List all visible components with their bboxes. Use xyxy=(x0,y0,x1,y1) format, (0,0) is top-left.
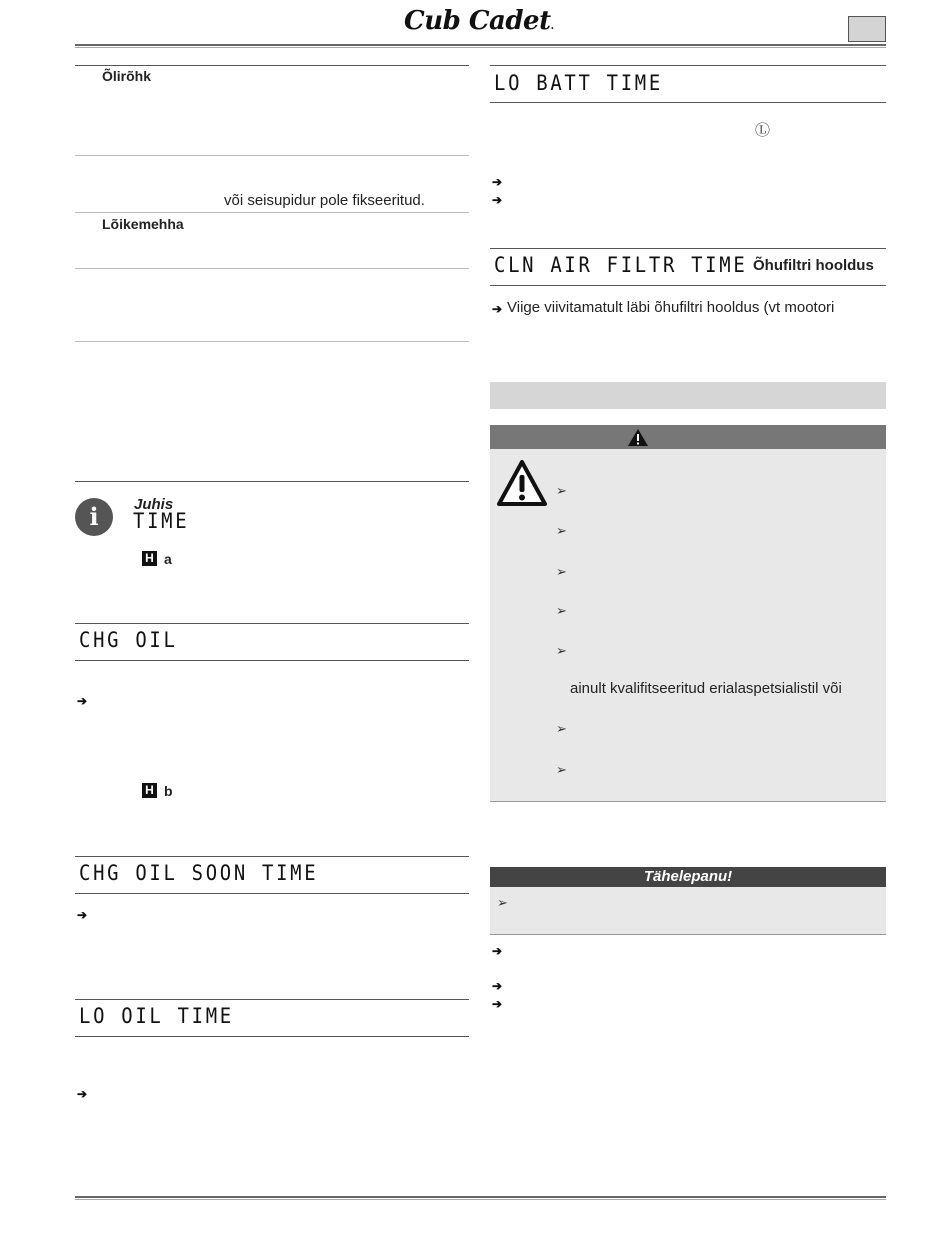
clock-icon: Ⓛ xyxy=(755,122,771,139)
footer-rule-thin xyxy=(75,1199,886,1200)
chevron-icon: ➢ xyxy=(556,643,567,658)
badge-a-suffix: a xyxy=(164,551,172,567)
chevron-icon: ➢ xyxy=(556,564,567,579)
divider xyxy=(75,65,469,66)
divider xyxy=(490,102,886,103)
warning-text-line: ainult kvalifitseeritud erialaspetsialistil või xyxy=(570,680,842,697)
lo-oil-lcd: LO OIL TIME xyxy=(79,1004,234,1028)
warning-triangle-icon xyxy=(496,459,548,507)
header-rule-thin xyxy=(75,47,886,48)
divider xyxy=(75,999,469,1000)
badge-h-icon: H xyxy=(142,551,157,566)
chevron-icon: ➢ xyxy=(556,721,567,736)
header-rule xyxy=(75,44,886,46)
divider xyxy=(75,856,469,857)
lo-batt-lcd: LO BATT TIME xyxy=(494,71,663,95)
chg-oil-lcd: CHG OIL xyxy=(79,628,178,652)
divider xyxy=(75,893,469,894)
arrow-icon: ➔ xyxy=(492,193,503,207)
divider xyxy=(490,285,886,286)
chevron-icon: ➢ xyxy=(556,762,567,777)
section-bar xyxy=(490,382,886,409)
divider xyxy=(490,248,886,249)
air-filter-lcd: CLN AIR FILTR TIME xyxy=(494,253,748,277)
air-filter-text: Viige viivitamatult läbi õhufiltri hooldus (vt mootori xyxy=(507,299,835,316)
divider xyxy=(75,212,469,213)
divider xyxy=(490,65,886,66)
divider xyxy=(75,341,469,342)
chevron-icon: ➢ xyxy=(556,483,567,498)
attention-header: Tähelepanu! xyxy=(490,867,886,887)
chevron-icon: ➢ xyxy=(556,603,567,618)
oil-pressure-title: Õlirõhk xyxy=(102,68,152,84)
chevron-icon: ➢ xyxy=(556,523,567,538)
divider xyxy=(75,481,469,482)
warning-body xyxy=(490,449,886,801)
divider xyxy=(75,155,469,156)
arrow-icon: ➔ xyxy=(492,175,503,189)
warning-header xyxy=(490,425,886,449)
arrow-icon: ➔ xyxy=(492,302,503,316)
badge-h-icon: H xyxy=(142,783,157,798)
attention-body xyxy=(490,887,886,934)
arrow-icon: ➔ xyxy=(492,944,503,958)
chevron-icon: ➢ xyxy=(497,895,508,910)
warning-bottom-rule xyxy=(490,801,886,802)
page-tab xyxy=(848,16,886,42)
badge-b-suffix: b xyxy=(164,783,173,799)
air-filter-title: Õhufiltri hooldus xyxy=(753,257,874,274)
warning-small-icon xyxy=(627,428,649,447)
divider xyxy=(75,623,469,624)
footer-rule xyxy=(75,1196,886,1198)
note-lcd: TIME xyxy=(133,509,190,533)
attention-bottom-rule xyxy=(490,934,886,935)
chg-oil-soon-lcd: CHG OIL SOON TIME xyxy=(79,861,319,885)
divider xyxy=(75,268,469,269)
divider xyxy=(75,660,469,661)
info-icon: i xyxy=(75,498,113,536)
arrow-icon: ➔ xyxy=(492,979,503,993)
divider xyxy=(75,1036,469,1037)
arrow-icon: ➔ xyxy=(77,908,88,922)
arrow-icon: ➔ xyxy=(492,997,503,1011)
arrow-icon: ➔ xyxy=(77,694,88,708)
note-title: Juhis xyxy=(134,496,174,513)
brake-text: või seisupidur pole fikseeritud. xyxy=(224,192,425,209)
arrow-icon: ➔ xyxy=(77,1087,88,1101)
cub-cadet-logo: Cub Cadet. xyxy=(404,6,554,36)
cutting-title: Lõikemehha xyxy=(102,216,184,232)
